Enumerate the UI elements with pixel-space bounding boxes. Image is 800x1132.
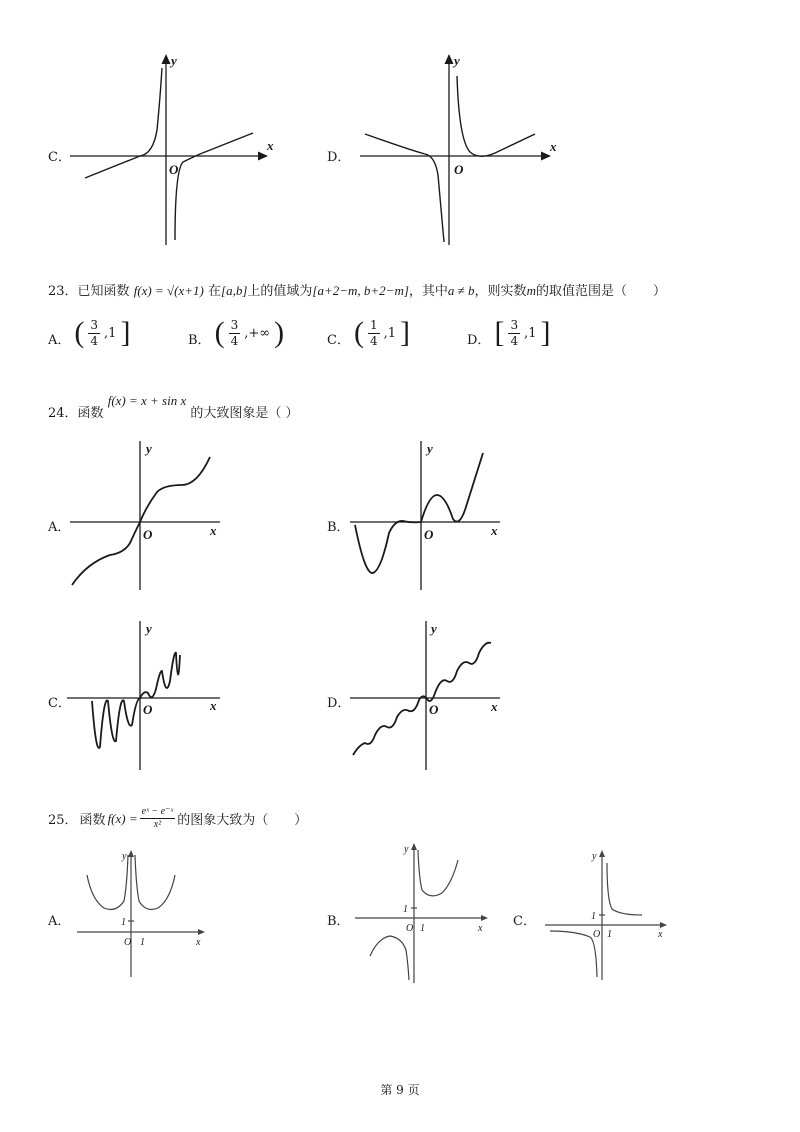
q22d-origin-label: O	[454, 162, 464, 177]
q24c-axis-y-label: y	[146, 621, 152, 636]
q25-option-c-label: C．	[513, 914, 536, 929]
q25a-tick-one-y: 1	[121, 917, 126, 928]
q23-option-b-open: (	[214, 316, 225, 349]
q23-option-a-open: (	[74, 316, 85, 349]
q24-option-d-label: D．	[327, 696, 351, 711]
q23-text-d: ，其中	[408, 284, 448, 299]
q25b-tick-one-x: 1	[420, 923, 425, 934]
q23-option-d-close: ]	[540, 316, 551, 349]
q24a-axis-x-label: x	[210, 523, 217, 538]
q24-graph-d	[345, 615, 510, 775]
q25b-origin-label: O	[406, 923, 414, 934]
q25a-axis-y-label: y	[122, 851, 127, 862]
q23-text-c: 上的值域为	[247, 284, 313, 299]
q23-option-d-open: [	[494, 316, 505, 349]
q23-option-a	[48, 318, 130, 348]
q23-option-d-fraction	[508, 318, 520, 348]
q23-option-c-tail: ,1	[383, 325, 396, 341]
q24-option-c-label: C．	[48, 696, 71, 711]
q22c-axis-y-label: y	[171, 53, 177, 68]
q24d-axis-y-label: y	[431, 621, 437, 636]
q25c-origin-label: O	[593, 929, 601, 940]
q23-option-c-close: ]	[400, 316, 410, 349]
q25-graph-b	[350, 838, 495, 988]
q24d-origin-label: O	[429, 702, 439, 717]
q25-formula-den: x²	[153, 819, 162, 830]
q24-graph-b	[345, 435, 510, 595]
q23-option-d-den: 4	[510, 333, 519, 348]
q24-graph-c	[62, 615, 227, 775]
q23-number: 23．	[48, 284, 78, 299]
q22-option-d-label: D．	[327, 150, 351, 165]
q24-option-b-label: B．	[327, 520, 350, 535]
q23-var-m: m	[526, 283, 536, 298]
q25-formula-fraction	[140, 806, 176, 831]
q25-graph-c	[540, 845, 680, 985]
q25a-tick-one-x: 1	[140, 937, 145, 948]
q23-option-a-close: ]	[120, 316, 131, 349]
q25b-axis-y-label: y	[404, 844, 409, 855]
q24-graph-a	[62, 435, 227, 595]
page-footer	[0, 1081, 800, 1098]
q24d-axis-x-label: x	[491, 699, 498, 714]
q23-question	[48, 280, 666, 299]
q24-question	[48, 393, 299, 421]
q25c-axis-y-label: y	[592, 851, 597, 862]
q24c-origin-label: O	[143, 702, 153, 717]
q23-option-b-fraction	[229, 318, 241, 348]
q22-graph-c	[65, 50, 285, 250]
q22d-axis-y-label: y	[454, 53, 460, 68]
q22-option-c-label: C．	[48, 150, 71, 165]
q25b-tick-one-y: 1	[403, 904, 408, 915]
q24b-axis-x-label: x	[491, 523, 498, 538]
q25-option-b-label: B．	[327, 914, 350, 929]
q23-option-c-num: 1	[369, 318, 378, 333]
q23-option-b-den: 4	[230, 333, 239, 348]
q23-option-c	[327, 318, 410, 348]
q25c-tick-one-y: 1	[591, 911, 596, 922]
q24a-origin-label: O	[143, 527, 153, 542]
q25b-axis-x-label: x	[478, 923, 483, 934]
q24-text-a: 函数	[77, 406, 104, 421]
q25-formula-num: eˣ − e⁻ˣ	[141, 806, 174, 817]
q23-option-c-fraction	[368, 318, 380, 348]
q23-option-b	[188, 318, 284, 348]
q23-text-e: ，则实数	[474, 284, 527, 299]
q22c-axis-x-label: x	[267, 138, 274, 153]
q23-option-d-label: D．	[467, 333, 491, 348]
q23-interval: [a,b]	[221, 283, 248, 298]
q23-option-b-close: )	[274, 316, 285, 349]
q25-text-a: 函数	[79, 813, 106, 828]
q23-option-a-fraction	[88, 318, 100, 348]
q23-option-b-tail: ,+∞	[244, 325, 271, 341]
q25c-axis-x-label: x	[658, 929, 663, 940]
q23-option-c-den: 4	[369, 333, 378, 348]
q23-option-a-label: A．	[48, 333, 71, 348]
q22d-axis-x-label: x	[550, 139, 557, 154]
q23-formula-f: f(x) = √(x+1)	[133, 283, 204, 298]
q23-text-f: 的取值范围是（ ）	[535, 284, 666, 299]
q23-range: [a+2−m, b+2−m]	[312, 283, 409, 298]
q23-option-b-num: 3	[230, 318, 239, 333]
q23-option-d-tail: ,1	[524, 325, 537, 341]
q25-question	[48, 806, 307, 831]
q24-option-a-label: A．	[48, 520, 71, 535]
q23-option-a-tail: ,1	[104, 325, 117, 341]
q25-formula-lhs: f(x) =	[107, 810, 138, 826]
q24-number: 24．	[48, 406, 78, 421]
q23-option-c-open: (	[353, 316, 364, 349]
q25-text-b: 的图象大致为（ ）	[177, 813, 308, 828]
q24c-axis-x-label: x	[210, 698, 217, 713]
q24b-axis-y-label: y	[427, 441, 433, 456]
q23-option-d	[467, 318, 550, 348]
q23-option-d-num: 3	[510, 318, 519, 333]
q23-option-b-label: B．	[188, 333, 211, 348]
page-number: 第 9 页	[380, 1083, 420, 1097]
q24b-origin-label: O	[424, 527, 434, 542]
q24-formula: f(x) = x + sin x	[107, 393, 187, 408]
q22c-origin-label: O	[169, 162, 179, 177]
q25a-origin-label: O	[124, 937, 132, 948]
q23-condition: a ≠ b	[447, 283, 475, 298]
q22-graph-d	[355, 50, 575, 250]
q25-graph-a	[72, 845, 212, 980]
q25a-axis-x-label: x	[196, 937, 201, 948]
q25c-tick-one-x: 1	[607, 929, 612, 940]
q25-option-a-label: A．	[48, 914, 71, 929]
q23-option-c-label: C．	[327, 333, 350, 348]
q23-text-b: 在	[208, 284, 222, 299]
q24a-axis-y-label: y	[146, 441, 152, 456]
q23-text-a: 已知函数	[77, 284, 130, 299]
q24-text-b: 的大致图象是（ ）	[190, 406, 299, 421]
q23-option-a-den: 4	[90, 333, 99, 348]
q23-option-a-num: 3	[90, 318, 99, 333]
q25-number: 25．	[48, 813, 78, 828]
